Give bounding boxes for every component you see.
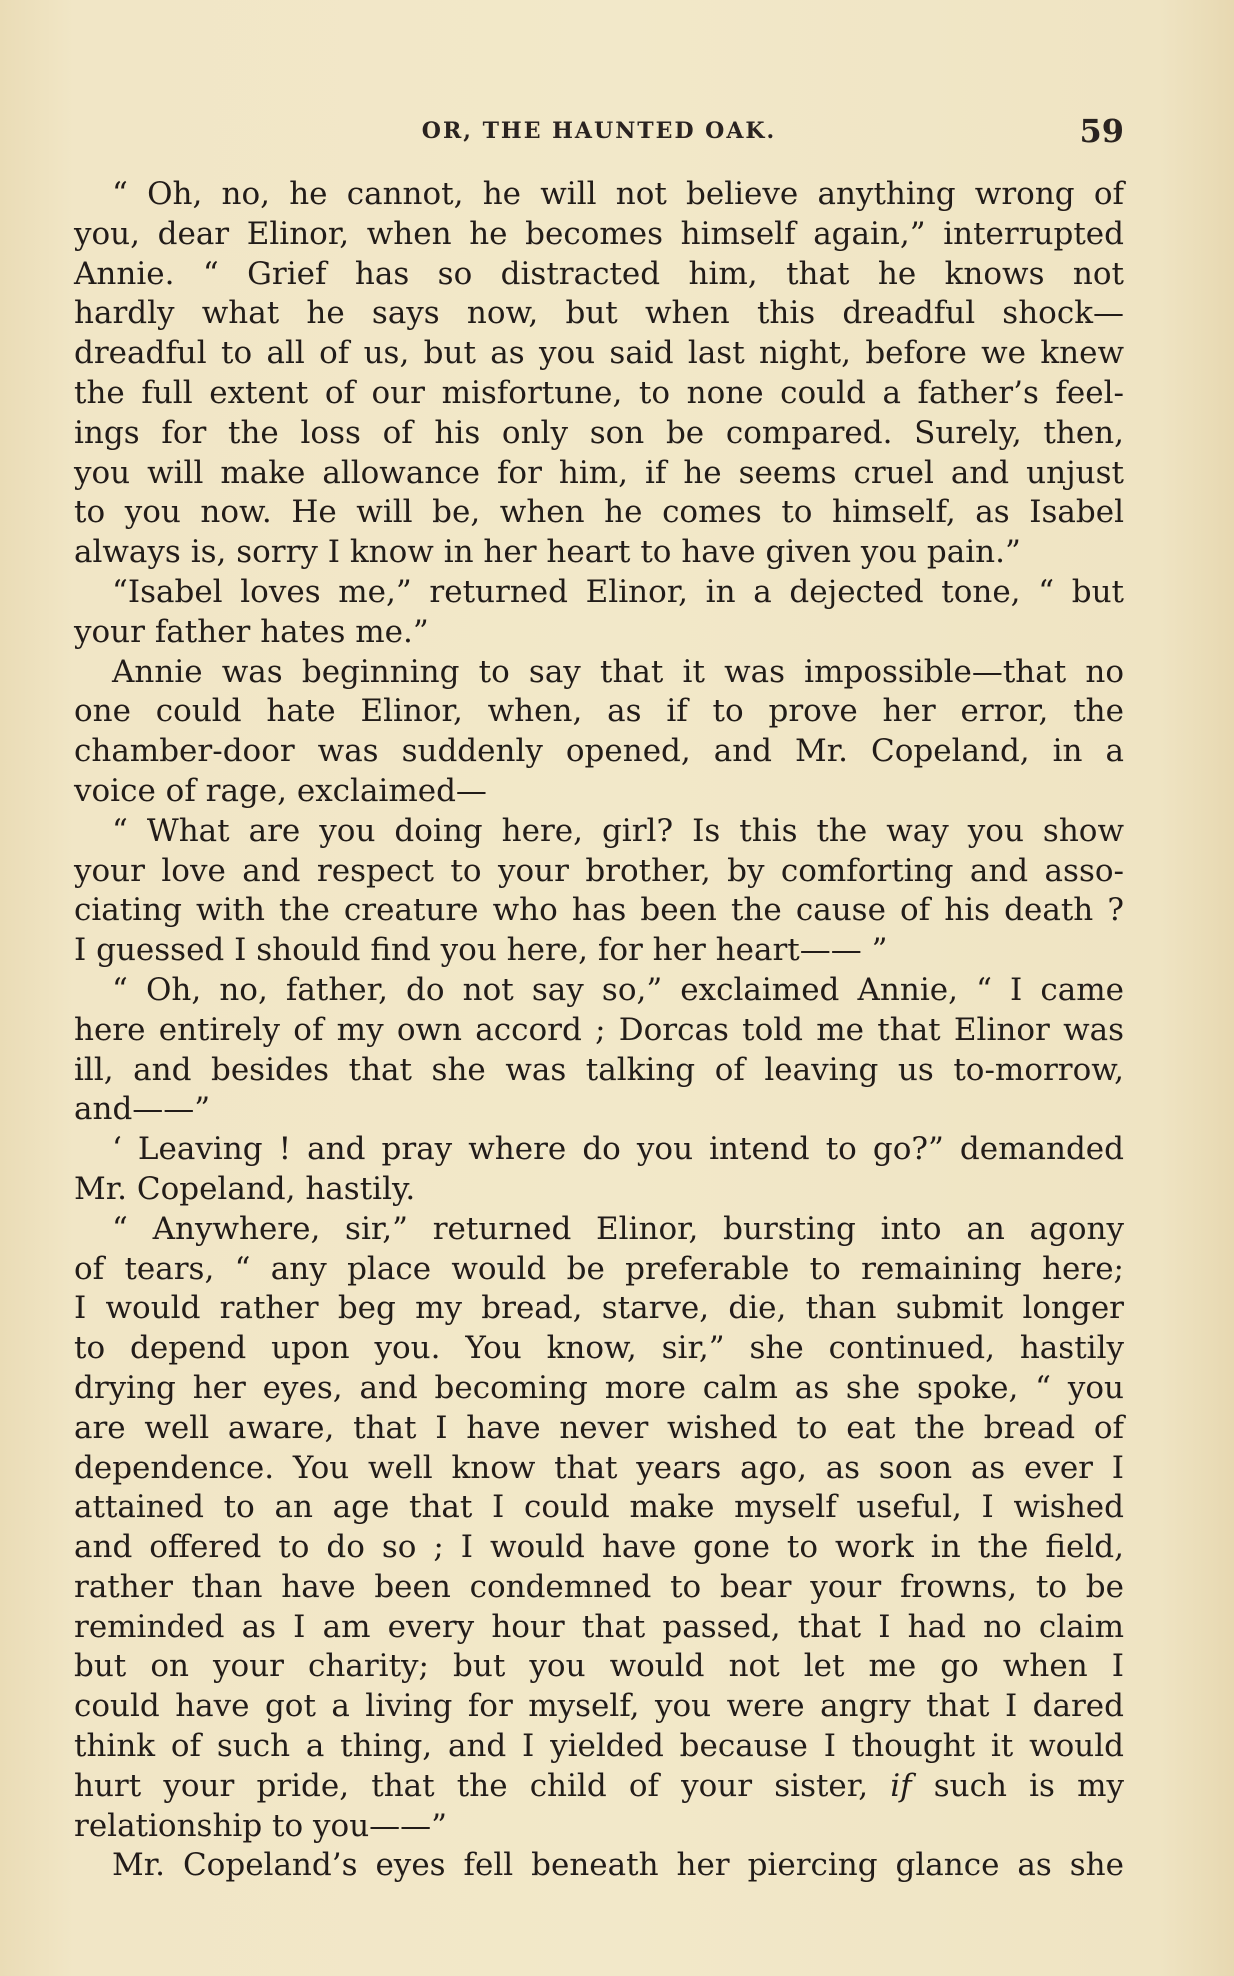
text-line: your father hates me.”	[74, 613, 429, 650]
text-line: ciating with the creature who has been the cause of his death ?	[74, 892, 1124, 929]
text-line: and offered to do so ; I would have gone to work in the field,	[74, 1529, 1124, 1566]
text-line: attained to an age that I could make myself useful, I wished	[74, 1489, 1124, 1526]
text-line: ‘ Leaving ! and pray where do you intend to go?” demanded	[112, 1131, 1124, 1168]
text-line: Mr. Copeland, hastily.	[74, 1170, 416, 1207]
text-line: I would rather beg my bread, starve, die, than submit longer	[74, 1290, 1124, 1327]
text-line: hardly what he says now, but when this dreadful shock—	[74, 295, 1124, 332]
text-line: dependence. You well know that years ago, as soon as ever I	[74, 1449, 1124, 1486]
text-line: voice of rage, exclaimed—	[74, 772, 487, 809]
text-line	[74, 1767, 1124, 1807]
text-line: “ Oh, no, father, do not say so,” exclaimed Annie, “ I came	[112, 971, 1124, 1008]
text-line: ill, and besides that she was talking of leaving us to-morrow,	[74, 1051, 1124, 1088]
text-fragment: hurt your pride, that the child of your sister,	[74, 1767, 891, 1804]
text-line: and——”	[74, 1091, 211, 1128]
text-line: you will make allowance for him, if he seems cruel and unjust	[74, 454, 1124, 491]
running-head	[74, 112, 1124, 152]
italic-word: if	[890, 1767, 912, 1804]
text-line: drying her eyes, and becoming more calm as she spoke, “ you	[74, 1369, 1124, 1406]
text-line: to depend upon you. You know, sir,” she continued, hastily	[74, 1330, 1124, 1367]
text-line: “Isabel loves me,” returned Elinor, in a dejected tone, “ but	[112, 573, 1124, 610]
text-line: dreadful to all of us, but as you said last night, before we knew	[74, 335, 1124, 372]
text-line: I guessed I should find you here, for her heart—— ”	[74, 932, 888, 969]
text-line: could have got a living for myself, you were angry that I dared	[74, 1688, 1124, 1725]
text-line: are well aware, that I have never wished to eat the bread of	[74, 1409, 1124, 1446]
page-number: 59	[1079, 112, 1124, 150]
text-line: think of such a thing, and I yielded because I thought it would	[74, 1728, 1124, 1765]
text-line: one could hate Elinor, when, as if to prove her error, the	[74, 693, 1124, 730]
text-line: here entirely of my own accord ; Dorcas told me that Elinor was	[74, 1011, 1124, 1048]
text-line: reminded as I am every hour that passed, that I had no claim	[74, 1608, 1124, 1645]
text-line: rather than have been condemned to bear your frowns, to be	[74, 1568, 1124, 1605]
text-line: “ Oh, no, he cannot, he will not believe anything wrong of	[112, 176, 1124, 212]
text-line: chamber-door was suddenly opened, and Mr. Copeland, in a	[74, 733, 1124, 770]
body-text	[74, 175, 1124, 1886]
text-line: “ What are you doing here, girl? Is this the way you show	[112, 812, 1124, 849]
text-line: “ Anywhere, sir,” returned Elinor, bursting into an agony	[112, 1210, 1124, 1247]
text-line: your love and respect to your brother, by comforting and asso-	[74, 852, 1124, 889]
text-line: always is, sorry I know in her heart to have given you pain.”	[74, 534, 1021, 571]
text-line: the full extent of our misfortune, to none could a father’s feel-	[74, 374, 1124, 411]
running-title: OR, THE HAUNTED OAK.	[421, 118, 777, 144]
text-line: Annie. “ Grief has so distracted him, that he knows not	[74, 255, 1124, 292]
text-line: of tears, “ any place would be preferable to remaining here;	[74, 1250, 1124, 1287]
text-line: ings for the loss of his only son be compared. Surely, then,	[74, 414, 1124, 451]
text-fragment: such is my	[911, 1767, 1124, 1804]
text-line: Annie was beginning to say that it was impossible—that no	[112, 653, 1124, 690]
text-line: relationship to you——”	[74, 1807, 448, 1844]
text-line: but on your charity; but you would not let me go when I	[74, 1648, 1124, 1685]
text-line: Mr. Copeland’s eyes fell beneath her piercing glance as she	[112, 1847, 1124, 1884]
text-line: to you now. He will be, when he comes to himself, as Isabel	[74, 494, 1124, 531]
text-line: you, dear Elinor, when he becomes himself again,” interrupted	[74, 215, 1124, 252]
